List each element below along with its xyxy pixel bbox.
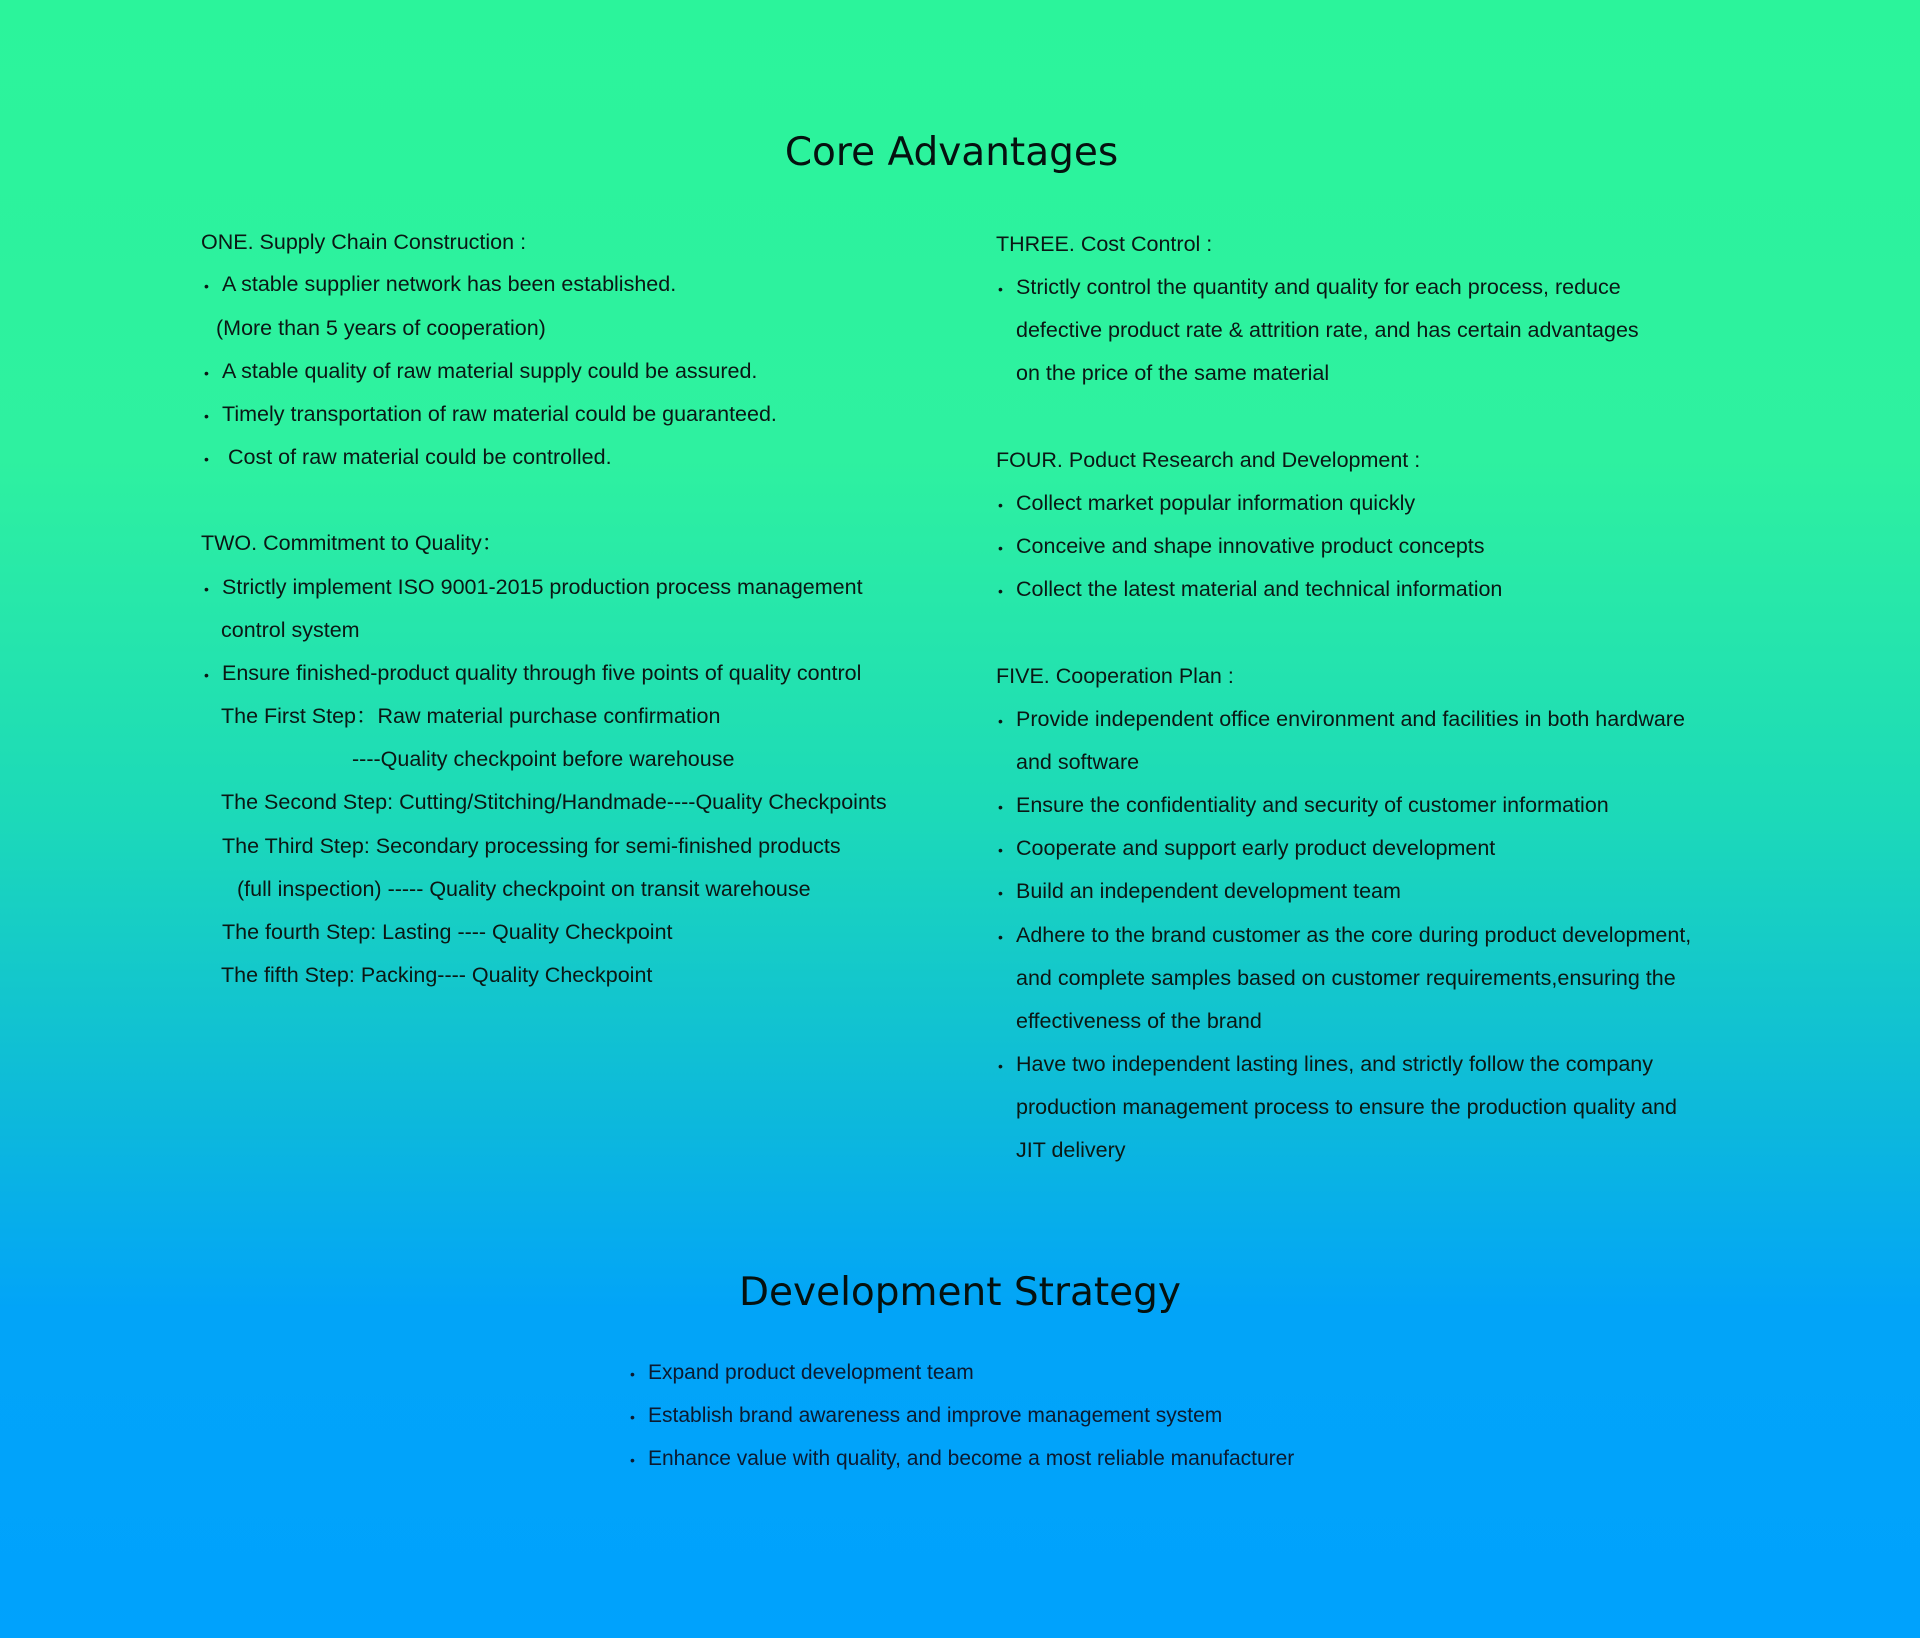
list-item: Cooperate and support early product development <box>1016 836 1496 860</box>
list-item-continuation: effectiveness of the brand <box>1016 1009 1262 1033</box>
list-item: Have two independent lasting lines, and strictly follow the company <box>1016 1052 1653 1076</box>
list-item: Expand product development team <box>648 1361 974 1384</box>
list-item: A stable supplier network has been established. <box>222 272 677 296</box>
section-five-heading: FIVE. Cooperation Plan : <box>996 664 1234 688</box>
list-item: Ensure the confidentiality and security of customer information <box>1016 793 1609 817</box>
list-item-continuation: control system <box>221 618 360 642</box>
list-item-continuation: defective product rate & attrition rate, and has certain advantages <box>1016 318 1639 342</box>
list-item-continuation: production management process to ensure the production quality and <box>1016 1095 1677 1119</box>
list-item-continuation: and complete samples based on customer requirements,ensuring the <box>1016 966 1676 990</box>
list-item: A stable quality of raw material supply could be assured. <box>222 359 758 383</box>
list-item: Ensure finished-product quality through five points of quality control <box>222 661 862 685</box>
list-item: Strictly control the quantity and quality for each process, reduce <box>1016 275 1621 299</box>
section-two-heading: TWO. Commitment to Quality： <box>201 531 504 555</box>
list-item: Cost of raw material could be controlled. <box>222 445 612 469</box>
quality-step: The fifth Step: Packing---- Quality Checkpoint <box>221 963 653 987</box>
quality-step: The Second Step: Cutting/Stitching/Handmade----Quality Checkpoints <box>221 790 887 814</box>
section-three-heading: THREE. Cost Control : <box>996 232 1213 256</box>
list-item: Adhere to the brand customer as the core during product development, <box>1016 923 1692 947</box>
list-item: Provide independent office environment and facilities in both hardware <box>1016 707 1685 731</box>
quality-step-detail: (full inspection) ----- Quality checkpoint on transit warehouse <box>237 877 811 901</box>
core-advantages-title: Core Advantages <box>784 130 1119 175</box>
list-item: Establish brand awareness and improve management system <box>648 1404 1223 1427</box>
quality-step: The First Step：Raw material purchase confirmation <box>221 704 721 728</box>
list-item: Collect the latest material and technical information <box>1016 577 1503 601</box>
list-item: Conceive and shape innovative product concepts <box>1016 534 1485 558</box>
list-item: Build an independent development team <box>1016 879 1401 903</box>
list-item: Enhance value with quality, and become a most reliable manufacturer <box>648 1447 1295 1470</box>
list-item-continuation: on the price of the same material <box>1016 361 1330 385</box>
list-item: Collect market popular information quickly <box>1016 491 1416 515</box>
list-item-continuation: (More than 5 years of cooperation) <box>216 316 546 340</box>
list-item-continuation: and software <box>1016 750 1140 774</box>
quality-step: The fourth Step: Lasting ---- Quality Checkpoint <box>222 920 673 944</box>
section-one-heading: ONE. Supply Chain Construction : <box>201 230 527 254</box>
list-item: Timely transportation of raw material could be guaranteed. <box>222 402 777 426</box>
section-four-heading: FOUR. Poduct Research and Development : <box>996 448 1421 472</box>
quality-step: The Third Step: Secondary processing for semi-finished products <box>222 834 841 858</box>
list-item: Strictly implement ISO 9001-2015 production process management <box>222 575 863 599</box>
list-item-continuation: JIT delivery <box>1016 1138 1126 1162</box>
development-strategy-title: Development Strategy <box>738 1270 1182 1315</box>
quality-step-detail: ----Quality checkpoint before warehouse <box>352 747 735 771</box>
